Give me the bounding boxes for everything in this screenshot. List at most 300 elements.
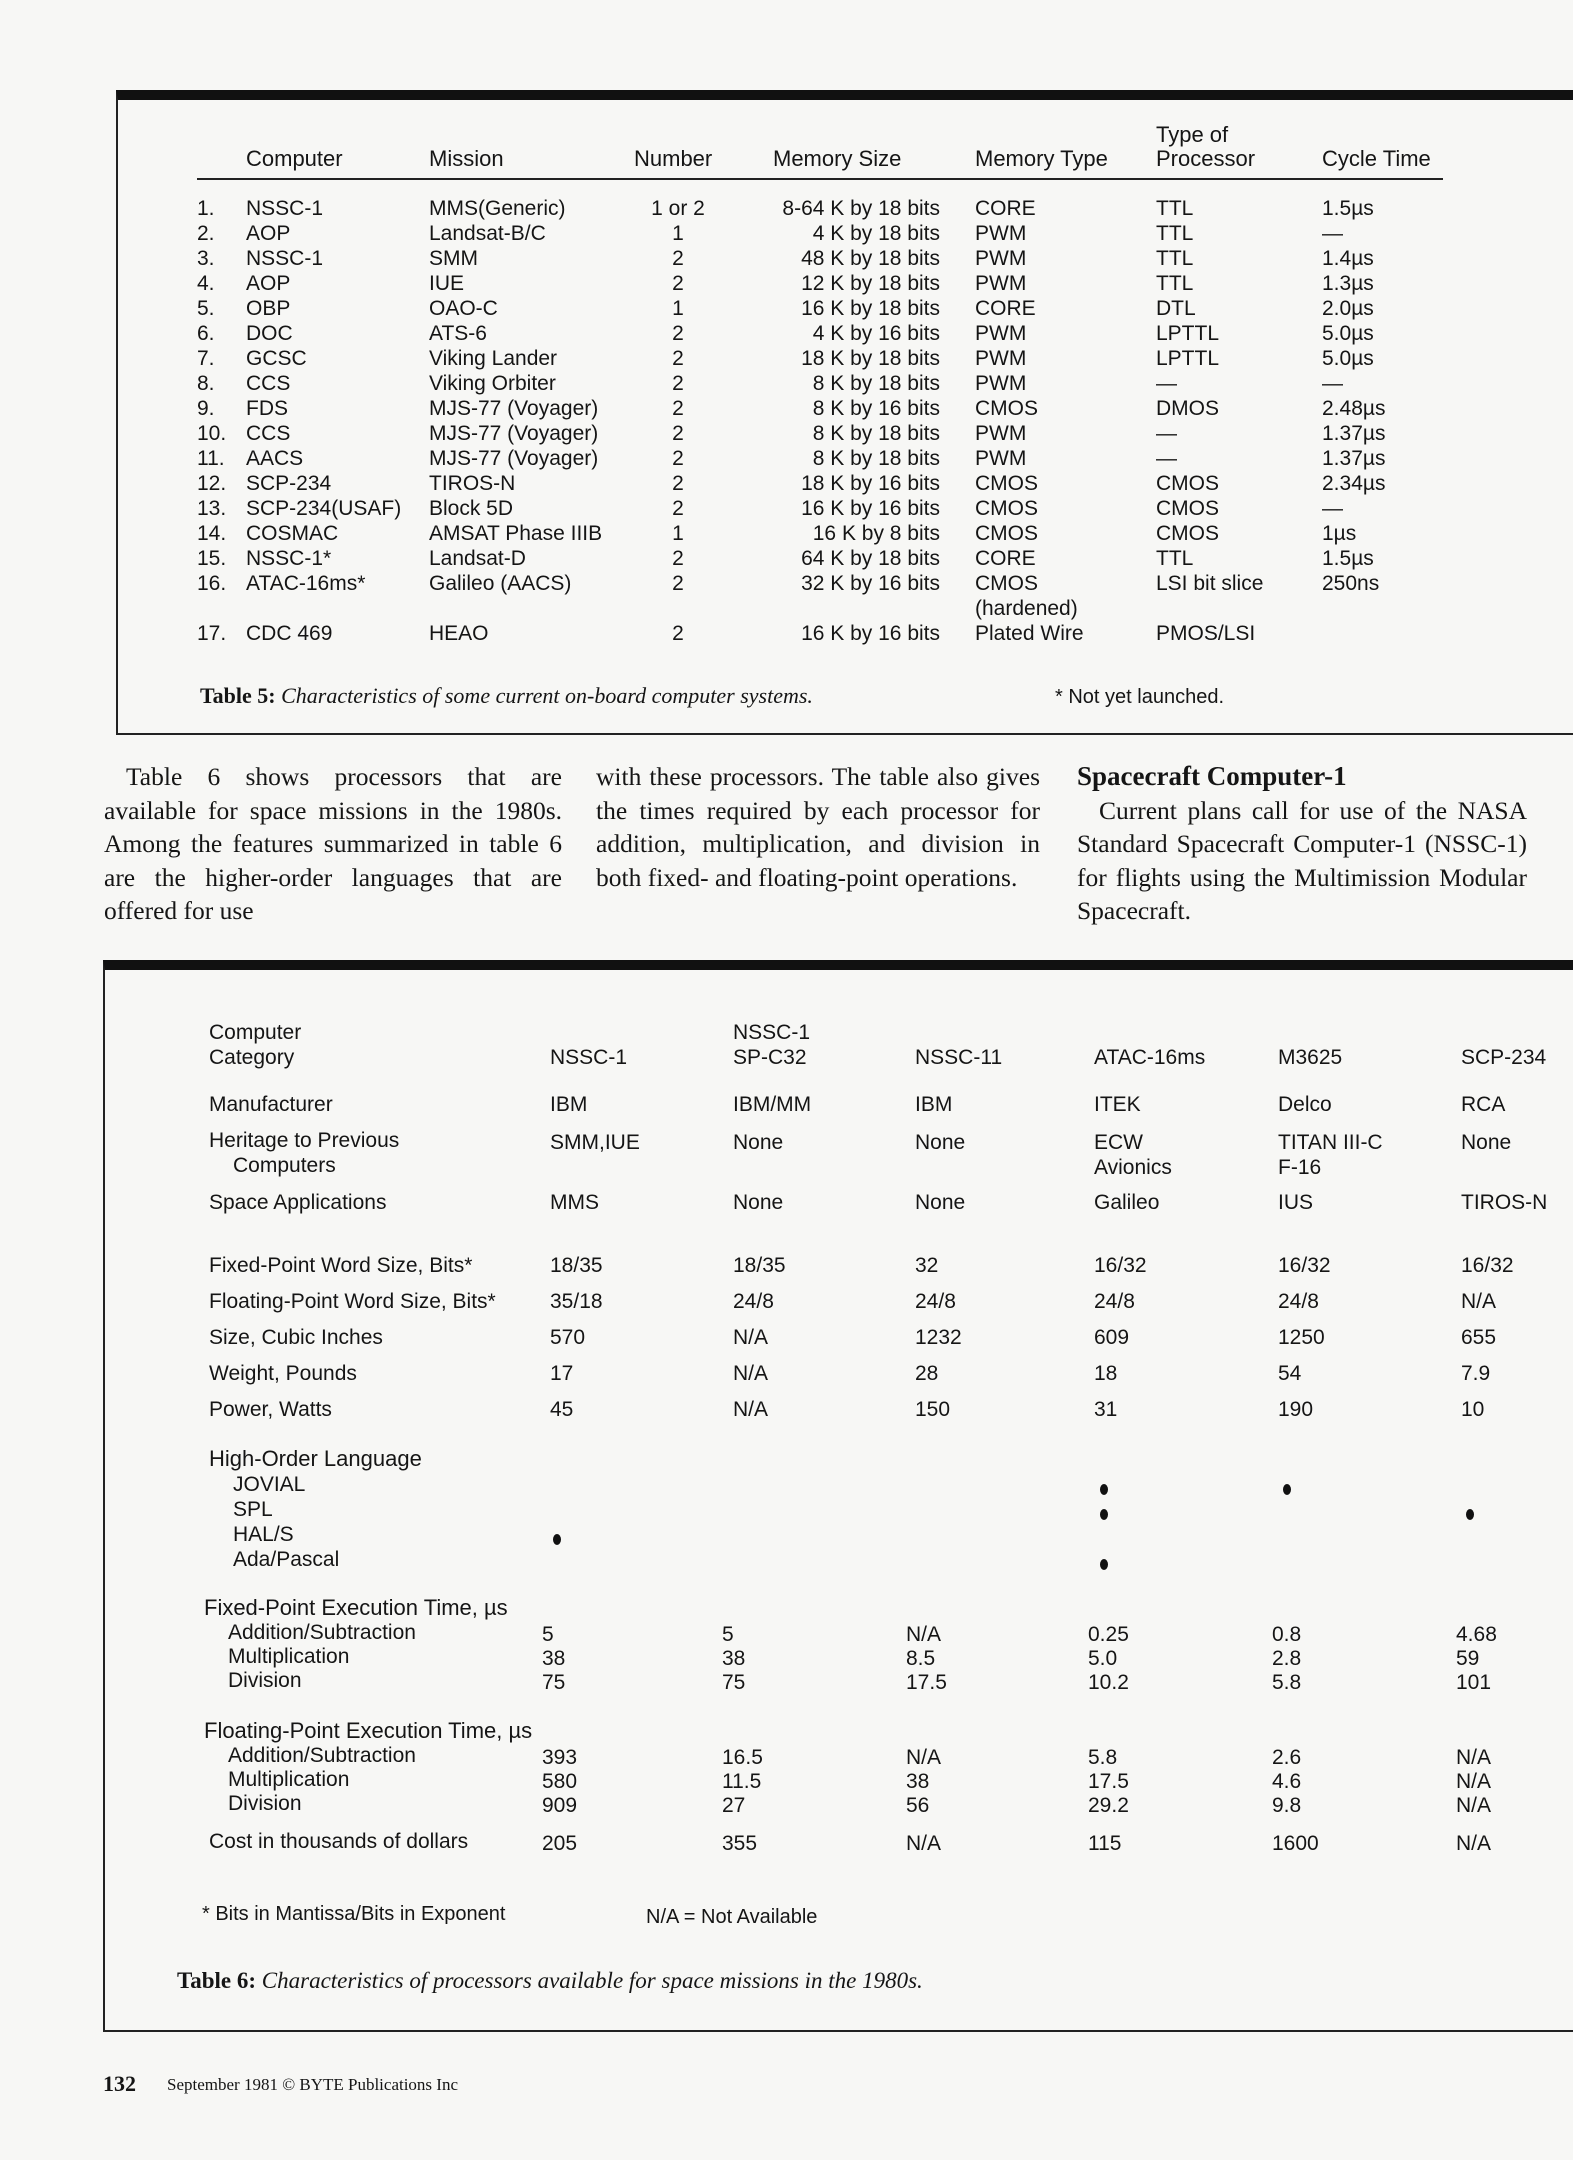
t5-cell-processor: TTL xyxy=(1156,222,1194,245)
table-row xyxy=(0,421,1573,446)
t6-row-label-power: Power, Watts xyxy=(209,1398,332,1421)
t6-cell: 8.5 xyxy=(906,1647,936,1670)
t6-cell: 38 xyxy=(542,1647,566,1670)
t6-section-float-exec: Floating-Point Execution Time, µs xyxy=(204,1718,533,1743)
t5-cell-number: 2 xyxy=(672,372,684,395)
t6-language-name: SPL xyxy=(233,1498,273,1521)
t5-cell-computer: NSSC-1* xyxy=(246,547,332,570)
t5-cell-computer: COSMAC xyxy=(246,522,339,545)
t5-cell-num: 7. xyxy=(197,347,215,370)
t5-cell-memory-size: 8 K by 16 bits xyxy=(812,397,940,420)
t5-cell-memory-type: PWM xyxy=(975,347,1027,370)
table-row xyxy=(0,396,1573,421)
t6-cell: IBM xyxy=(915,1093,953,1116)
t6-column-header: SP-C32 xyxy=(733,1046,807,1069)
t6-cell: N/A xyxy=(1456,1794,1492,1817)
t5-cell-number: 2 xyxy=(672,422,684,445)
table-row xyxy=(0,571,1573,620)
t5-cell-cycle: 250ns xyxy=(1322,572,1380,595)
t6-cell: 24/8 xyxy=(915,1290,956,1313)
t5-cell-mission: OAO-C xyxy=(429,297,498,320)
t6-cell: 4.68 xyxy=(1456,1623,1497,1646)
t5-cell-processor: PMOS/LSI xyxy=(1156,622,1256,645)
t5-cell-num: 13. xyxy=(197,497,227,520)
t6-row-label-manufacturer: Manufacturer xyxy=(209,1093,333,1116)
t5-cell-num: 1. xyxy=(197,197,215,220)
t5-cell-cycle: 1.5µs xyxy=(1322,547,1374,570)
t5-cell-cycle: 2.0µs xyxy=(1322,297,1374,320)
t5-cell-memory-size: 8 K by 18 bits xyxy=(812,447,940,470)
t6-cell: N/A xyxy=(733,1362,769,1385)
t5-cell-memory-type: Plated Wire xyxy=(975,622,1084,645)
t6-cell: 24/8 xyxy=(1278,1290,1319,1313)
table-row xyxy=(0,196,1573,221)
t6-cell: 655 xyxy=(1461,1326,1497,1349)
t5-cell-memory-size: 18 K by 18 bits xyxy=(801,347,940,370)
t5-header-computer: Computer xyxy=(246,146,343,171)
t5-cell-number: 1 xyxy=(672,222,684,245)
t5-cell-memory-type: CORE xyxy=(975,197,1036,220)
t5-cell-computer: OBP xyxy=(246,297,291,320)
t6-cell: 59 xyxy=(1456,1647,1480,1670)
t5-cell-num: 8. xyxy=(197,372,215,395)
t6-cell: 10.2 xyxy=(1088,1671,1129,1694)
t6-cell: 909 xyxy=(542,1794,578,1817)
t5-cell-mission: IUE xyxy=(429,272,465,295)
t6-column-header: ATAC-16ms xyxy=(1094,1046,1206,1069)
table5-caption xyxy=(200,683,813,709)
t5-cell-num: 17. xyxy=(197,622,227,645)
t6-cell: 2.8 xyxy=(1272,1647,1302,1670)
t6-na-legend: N/A = Not Available xyxy=(646,1906,818,1928)
t5-cell-mission: Galileo (AACS) xyxy=(429,572,572,595)
t5-cell-processor: — xyxy=(1156,372,1177,395)
t5-cell-memory-type: PWM xyxy=(975,322,1027,345)
t5-cell-processor: TTL xyxy=(1156,272,1194,295)
t5-cell-computer: NSSC-1 xyxy=(246,197,324,220)
t6-caption-label: Table 6: xyxy=(177,1968,257,1993)
t6-cell: RCA xyxy=(1461,1093,1506,1116)
t6-cell: SMM,IUE xyxy=(550,1131,640,1154)
t5-cell-processor: CMOS xyxy=(1156,472,1219,495)
t5-cell-computer: AOP xyxy=(246,222,291,245)
t5-cell-num: 3. xyxy=(197,247,215,270)
t5-cell-computer: CCS xyxy=(246,422,291,445)
t5-cell-mission: AMSAT Phase IIIB xyxy=(429,522,603,545)
body-column-1 xyxy=(104,760,562,928)
t5-cell-memory-type: CMOS xyxy=(975,397,1038,420)
t5-cell-memory-type: CORE xyxy=(975,297,1036,320)
t6-op-label-add: Addition/Subtraction xyxy=(228,1744,416,1767)
t6-cell: 5.0 xyxy=(1088,1647,1118,1670)
t5-cell-num: 11. xyxy=(197,447,225,470)
col2-paragraph: with these processors. The table also gives the times required by each processor for addition, multiplication, and division in both fixed- and floating-point operations. xyxy=(596,762,1040,892)
t6-row-label-fixed-word: Fixed-Point Word Size, Bits* xyxy=(209,1254,473,1277)
t5-cell-cycle: 2.48µs xyxy=(1322,397,1386,420)
t5-header-memory-type: Memory Type xyxy=(975,146,1108,171)
t6-cell: N/A xyxy=(1456,1746,1492,1769)
t6-cell: None xyxy=(1461,1131,1512,1154)
t5-cell-cycle: 5.0µs xyxy=(1322,322,1374,345)
t6-cell: TITAN III-C xyxy=(1278,1131,1383,1154)
t5-caption-text: Characteristics of some current on-board computer systems. xyxy=(281,683,813,708)
t6-row-label-size: Size, Cubic Inches xyxy=(209,1326,383,1349)
t5-cell-number: 2 xyxy=(672,447,684,470)
t5-cell-num: 16. xyxy=(197,572,227,595)
t5-cell-computer: GCSC xyxy=(246,347,307,370)
t6-column-header: NSSC-1 xyxy=(550,1046,628,1069)
t6-cell: 16.5 xyxy=(722,1746,763,1769)
t6-cell: 35/18 xyxy=(550,1290,603,1313)
t6-cell: N/A xyxy=(906,1623,942,1646)
t6-column-header-line1: NSSC-1 xyxy=(733,1021,811,1044)
table-row xyxy=(0,296,1573,321)
t5-cell-number: 2 xyxy=(672,272,684,295)
t5-cell-num: 15. xyxy=(197,547,227,570)
t6-row-label-heritage-line2: Computers xyxy=(233,1154,336,1177)
body-column-2 xyxy=(596,760,1040,894)
t5-cell-processor: DMOS xyxy=(1156,397,1219,420)
t5-caption-label: Table 5: xyxy=(200,683,276,708)
table-row xyxy=(0,321,1573,346)
t6-op-label-div: Division xyxy=(228,1792,302,1815)
t5-cell-processor: TTL xyxy=(1156,547,1194,570)
bullet-dot-icon xyxy=(1100,1559,1108,1570)
t6-cell: 0.25 xyxy=(1088,1623,1129,1646)
t5-cell-memory-size: 16 K by 16 bits xyxy=(801,497,940,520)
t5-cell-computer: CDC 469 xyxy=(246,622,333,645)
t5-header-rule xyxy=(197,178,1443,180)
t6-cell: 75 xyxy=(722,1671,746,1694)
t6-cell: IBM/MM xyxy=(733,1093,812,1116)
t5-cell-number: 1 xyxy=(672,522,684,545)
t6-cell: 393 xyxy=(542,1746,578,1769)
t5-cell-computer: AOP xyxy=(246,272,291,295)
t5-cell-num: 4. xyxy=(197,272,215,295)
t5-cell-number: 1 xyxy=(672,297,684,320)
table-row xyxy=(0,371,1573,396)
table-row xyxy=(0,546,1573,571)
t5-cell-number: 1 or 2 xyxy=(651,197,705,220)
t6-cell: MMS xyxy=(550,1191,599,1214)
t5-cell-memory-size: 16 K by 18 bits xyxy=(801,297,940,320)
t6-cell: 5.8 xyxy=(1088,1746,1118,1769)
t6-column-header: NSSC-11 xyxy=(915,1046,1003,1069)
t5-header-processor-line2: Processor xyxy=(1156,146,1256,171)
t5-header-mission: Mission xyxy=(429,146,504,171)
t6-cell: 24/8 xyxy=(733,1290,774,1313)
t5-cell-computer: FDS xyxy=(246,397,288,420)
t5-cell-computer: SCP-234 xyxy=(246,472,332,495)
t6-cell: None xyxy=(733,1191,784,1214)
t6-cell: N/A xyxy=(733,1326,769,1349)
t6-cell: 45 xyxy=(550,1398,574,1421)
t6-cell: 18 xyxy=(1094,1362,1118,1385)
t6-op-label-div: Division xyxy=(228,1669,302,1692)
t6-cell: 1232 xyxy=(915,1326,962,1349)
col1-paragraph: Table 6 shows processors that are available for space missions in the 1980s. Among the features summarized in table 6 are the higher-order languages that are offered for use xyxy=(104,762,562,925)
t5-cell-processor: TTL xyxy=(1156,247,1194,270)
t6-cell: 27 xyxy=(722,1794,746,1817)
t6-cell: Avionics xyxy=(1094,1156,1172,1179)
t5-cell-memory-type: CMOS xyxy=(975,472,1038,495)
t5-cell-cycle: 1.3µs xyxy=(1322,272,1374,295)
t5-cell-mission: TIROS-N xyxy=(429,472,516,495)
t6-cell: 16/32 xyxy=(1278,1254,1331,1277)
table-row xyxy=(0,246,1573,271)
table-row xyxy=(0,346,1573,371)
bullet-dot-icon xyxy=(1283,1484,1291,1495)
t6-cell: ECW xyxy=(1094,1131,1143,1154)
t6-row-label-float-word: Floating-Point Word Size, Bits* xyxy=(209,1290,496,1313)
table-row xyxy=(0,221,1573,246)
t5-cell-computer: NSSC-1 xyxy=(246,247,324,270)
t6-cell: 38 xyxy=(906,1770,930,1793)
t5-cell-memory-type: PWM xyxy=(975,372,1027,395)
t5-cell-mission: Landsat-D xyxy=(429,547,526,570)
t5-cell-num: 6. xyxy=(197,322,215,345)
t6-cell: 31 xyxy=(1094,1398,1118,1421)
t5-cell-cycle: 2.34µs xyxy=(1322,472,1386,495)
table-row xyxy=(0,471,1573,496)
t6-caption-text: Characteristics of processors available for space missions in the 1980s. xyxy=(261,1968,923,1993)
t5-cell-memory-size: 12 K by 18 bits xyxy=(801,272,940,295)
t5-cell-num: 14. xyxy=(197,522,227,545)
t6-row-label-weight: Weight, Pounds xyxy=(209,1362,357,1385)
t5-cell-mission: HEAO xyxy=(429,622,489,645)
t5-cell-processor: TTL xyxy=(1156,197,1194,220)
t5-cell-memory-size: 8 K by 18 bits xyxy=(812,422,940,445)
t6-cell: F-16 xyxy=(1278,1156,1322,1179)
t5-cell-processor: CMOS xyxy=(1156,497,1219,520)
t5-cell-cycle: 1.37µs xyxy=(1322,447,1386,470)
t6-cell: 1600 xyxy=(1272,1832,1319,1855)
t5-cell-cycle: — xyxy=(1322,372,1343,395)
t5-cell-memory-type: PWM xyxy=(975,447,1027,470)
t5-cell-memory-type: PWM xyxy=(975,222,1027,245)
t6-cell: 205 xyxy=(542,1832,578,1855)
t6-cell: 17.5 xyxy=(1088,1770,1129,1793)
t5-cell-number: 2 xyxy=(672,622,684,645)
t6-cell: 17.5 xyxy=(906,1671,947,1694)
t5-cell-number: 2 xyxy=(672,322,684,345)
t5-cell-number: 2 xyxy=(672,397,684,420)
t6-cell: 11.5 xyxy=(722,1770,762,1793)
t6-cell: 29.2 xyxy=(1088,1794,1129,1817)
page-number: 132 xyxy=(103,2071,136,2096)
t5-header-processor-line1: Type of xyxy=(1156,122,1229,147)
t6-cell: ITEK xyxy=(1094,1093,1141,1116)
table6-frame xyxy=(103,960,1573,2032)
t5-cell-mission: SMM xyxy=(429,247,478,270)
t5-header-memory-size: Memory Size xyxy=(773,146,902,171)
t6-footnote: * Bits in Mantissa/Bits in Exponent xyxy=(202,1903,506,1925)
t5-cell-memory-size: 4 K by 16 bits xyxy=(812,322,940,345)
table-row xyxy=(0,271,1573,296)
t6-section-languages: High-Order Language xyxy=(209,1446,422,1471)
t5-cell-processor: LPTTL xyxy=(1156,322,1220,345)
t6-row-label-heritage: Heritage to Previous xyxy=(209,1129,400,1152)
t5-footnote: * Not yet launched. xyxy=(1055,686,1224,708)
t6-cell: N/A xyxy=(733,1398,769,1421)
t6-cell: N/A xyxy=(906,1832,942,1855)
t6-cell: 16/32 xyxy=(1461,1254,1514,1277)
t5-cell-memory-size: 8-64 K by 18 bits xyxy=(782,197,940,220)
t6-section-fixed-exec: Fixed-Point Execution Time, µs xyxy=(204,1595,508,1620)
t5-cell-memory-type: PWM xyxy=(975,272,1027,295)
t6-category-label-line1: Computer xyxy=(209,1021,302,1044)
bullet-dot-icon xyxy=(1100,1484,1108,1495)
t5-cell-mission: MJS-77 (Voyager) xyxy=(429,422,599,445)
t6-cell: 24/8 xyxy=(1094,1290,1135,1313)
t6-cell: N/A xyxy=(1456,1770,1492,1793)
table6-caption xyxy=(177,1968,923,1994)
t6-cell: None xyxy=(915,1131,966,1154)
bullet-dot-icon xyxy=(553,1534,561,1545)
t5-cell-number: 2 xyxy=(672,247,684,270)
t5-cell-processor: CMOS xyxy=(1156,522,1219,545)
t6-language-name: Ada/Pascal xyxy=(233,1548,340,1571)
t6-cell: 5 xyxy=(722,1623,734,1646)
t5-cell-memory-size: 64 K by 18 bits xyxy=(801,547,940,570)
t6-op-label-add: Addition/Subtraction xyxy=(228,1621,416,1644)
t5-cell-mission: Block 5D xyxy=(429,497,514,520)
t5-cell-num: 9. xyxy=(197,397,215,420)
t5-cell-processor: — xyxy=(1156,422,1177,445)
t6-cell: 4.6 xyxy=(1272,1770,1302,1793)
t6-cell: 190 xyxy=(1278,1398,1314,1421)
t6-cell: 28 xyxy=(915,1362,939,1385)
t6-category-label-line2: Category xyxy=(209,1046,295,1069)
t6-cell: 54 xyxy=(1278,1362,1302,1385)
t5-cell-mission: MJS-77 (Voyager) xyxy=(429,447,599,470)
t6-cell: 16/32 xyxy=(1094,1254,1147,1277)
t5-cell-memory-type: CMOS xyxy=(975,497,1038,520)
t6-column-header: M3625 xyxy=(1278,1046,1343,1069)
t5-header-cycle-time: Cycle Time xyxy=(1322,146,1431,171)
t6-row-label-space-apps: Space Applications xyxy=(209,1191,387,1214)
t6-cell: N/A xyxy=(906,1746,942,1769)
bullet-dot-icon xyxy=(1100,1509,1108,1520)
t5-header-number: Number xyxy=(634,146,713,171)
t6-cell: None xyxy=(915,1191,966,1214)
t5-cell-memory-size: 8 K by 18 bits xyxy=(812,372,940,395)
t5-cell-memory-size: 48 K by 18 bits xyxy=(801,247,940,270)
t6-cell: None xyxy=(733,1131,784,1154)
section-heading: Spacecraft Computer-1 xyxy=(1077,761,1347,791)
t5-cell-number: 2 xyxy=(672,572,684,595)
t5-cell-cycle: 1.37µs xyxy=(1322,422,1386,445)
t6-cell: 570 xyxy=(550,1326,586,1349)
t5-cell-memory-size: 32 K by 16 bits xyxy=(801,572,940,595)
t6-op-label-mul: Multiplication xyxy=(228,1768,350,1791)
t6-cell: 10 xyxy=(1461,1398,1485,1421)
t5-cell-processor: DTL xyxy=(1156,297,1196,320)
t5-cell-cycle: 5.0µs xyxy=(1322,347,1374,370)
t6-cell: 2.6 xyxy=(1272,1746,1302,1769)
t5-cell-cycle: 1.5µs xyxy=(1322,197,1374,220)
t5-cell-memory-type: CMOS xyxy=(975,572,1038,595)
t5-cell-cycle: — xyxy=(1322,497,1343,520)
t6-cell: 580 xyxy=(542,1770,578,1793)
t5-cell-memory-size: 16 K by 8 bits xyxy=(812,522,940,545)
t6-language-name: JOVIAL xyxy=(233,1473,306,1496)
t5-cell-memory-size: 4 K by 18 bits xyxy=(812,222,940,245)
t5-cell-memory-size: 16 K by 16 bits xyxy=(801,622,940,645)
t6-row-label-cost: Cost in thousands of dollars xyxy=(209,1830,469,1853)
t5-cell-number: 2 xyxy=(672,347,684,370)
t5-cell-memory-type: PWM xyxy=(975,422,1027,445)
t5-cell-mission: ATS-6 xyxy=(429,322,487,345)
footer-copyright: September 1981 © BYTE Publications Inc xyxy=(167,2075,459,2094)
t5-cell-num: 10. xyxy=(197,422,227,445)
t5-cell-computer: SCP-234(USAF) xyxy=(246,497,402,520)
col3-paragraph: Current plans call for use of the NASA Standard Spacecraft Computer-1 (NSSC-1) for flights using the Multimission Modular Spacecraft. xyxy=(1077,795,1527,925)
t5-cell-processor: — xyxy=(1156,447,1177,470)
t6-cell: TIROS-N xyxy=(1461,1191,1548,1214)
t6-cell: 7.9 xyxy=(1461,1362,1491,1385)
t5-cell-memory-size: 18 K by 16 bits xyxy=(801,472,940,495)
bullet-dot-icon xyxy=(1466,1509,1474,1520)
t5-cell-memory-type: CORE xyxy=(975,547,1036,570)
t5-cell-mission: MJS-77 (Voyager) xyxy=(429,397,599,420)
t6-cell: 75 xyxy=(542,1671,566,1694)
t5-cell-mission: Viking Orbiter xyxy=(429,372,556,395)
t6-column-header: SCP-234 xyxy=(1461,1046,1547,1069)
t5-cell-num: 5. xyxy=(197,297,215,320)
t5-cell-computer: AACS xyxy=(246,447,304,470)
t6-cell: 0.8 xyxy=(1272,1623,1302,1646)
t6-cell: 355 xyxy=(722,1832,758,1855)
t5-cell-num: 12. xyxy=(197,472,227,495)
t6-op-label-mul: Multiplication xyxy=(228,1645,350,1668)
t5-cell-number: 2 xyxy=(672,547,684,570)
t6-cell: 9.8 xyxy=(1272,1794,1302,1817)
t6-cell: 150 xyxy=(915,1398,951,1421)
t5-cell-computer: DOC xyxy=(246,322,293,345)
t6-cell: Delco xyxy=(1278,1093,1332,1116)
t6-cell: 18/35 xyxy=(733,1254,786,1277)
t5-cell-memory-type: PWM xyxy=(975,247,1027,270)
t6-cell: 5.8 xyxy=(1272,1671,1302,1694)
t6-cell: N/A xyxy=(1456,1832,1492,1855)
t6-cell: 5 xyxy=(542,1623,554,1646)
t5-cell-cycle: — xyxy=(1322,222,1343,245)
t5-cell-num: 2. xyxy=(197,222,215,245)
t6-cell: IBM xyxy=(550,1093,588,1116)
t5-cell-number: 2 xyxy=(672,497,684,520)
t6-cell: IUS xyxy=(1278,1191,1314,1214)
table-row xyxy=(0,496,1573,521)
t5-cell-processor: LSI bit slice xyxy=(1156,572,1264,595)
t5-cell-cycle: 1.4µs xyxy=(1322,247,1374,270)
table-row xyxy=(0,446,1573,471)
t5-cell-cycle: 1µs xyxy=(1322,522,1357,545)
t6-cell: 115 xyxy=(1088,1832,1122,1855)
t6-cell: 56 xyxy=(906,1794,930,1817)
t5-cell-computer: ATAC-16ms* xyxy=(246,572,366,595)
t6-cell: 18/35 xyxy=(550,1254,603,1277)
t6-cell: Galileo xyxy=(1094,1191,1160,1214)
t5-cell-processor: LPTTL xyxy=(1156,347,1220,370)
t5-cell-memory-type-line2: (hardened) xyxy=(975,597,1078,620)
t6-cell: 1250 xyxy=(1278,1326,1325,1349)
t6-cell: 32 xyxy=(915,1254,939,1277)
t5-cell-computer: CCS xyxy=(246,372,291,395)
t5-cell-number: 2 xyxy=(672,472,684,495)
t5-cell-mission: Viking Lander xyxy=(429,347,558,370)
t6-cell: N/A xyxy=(1461,1290,1497,1313)
